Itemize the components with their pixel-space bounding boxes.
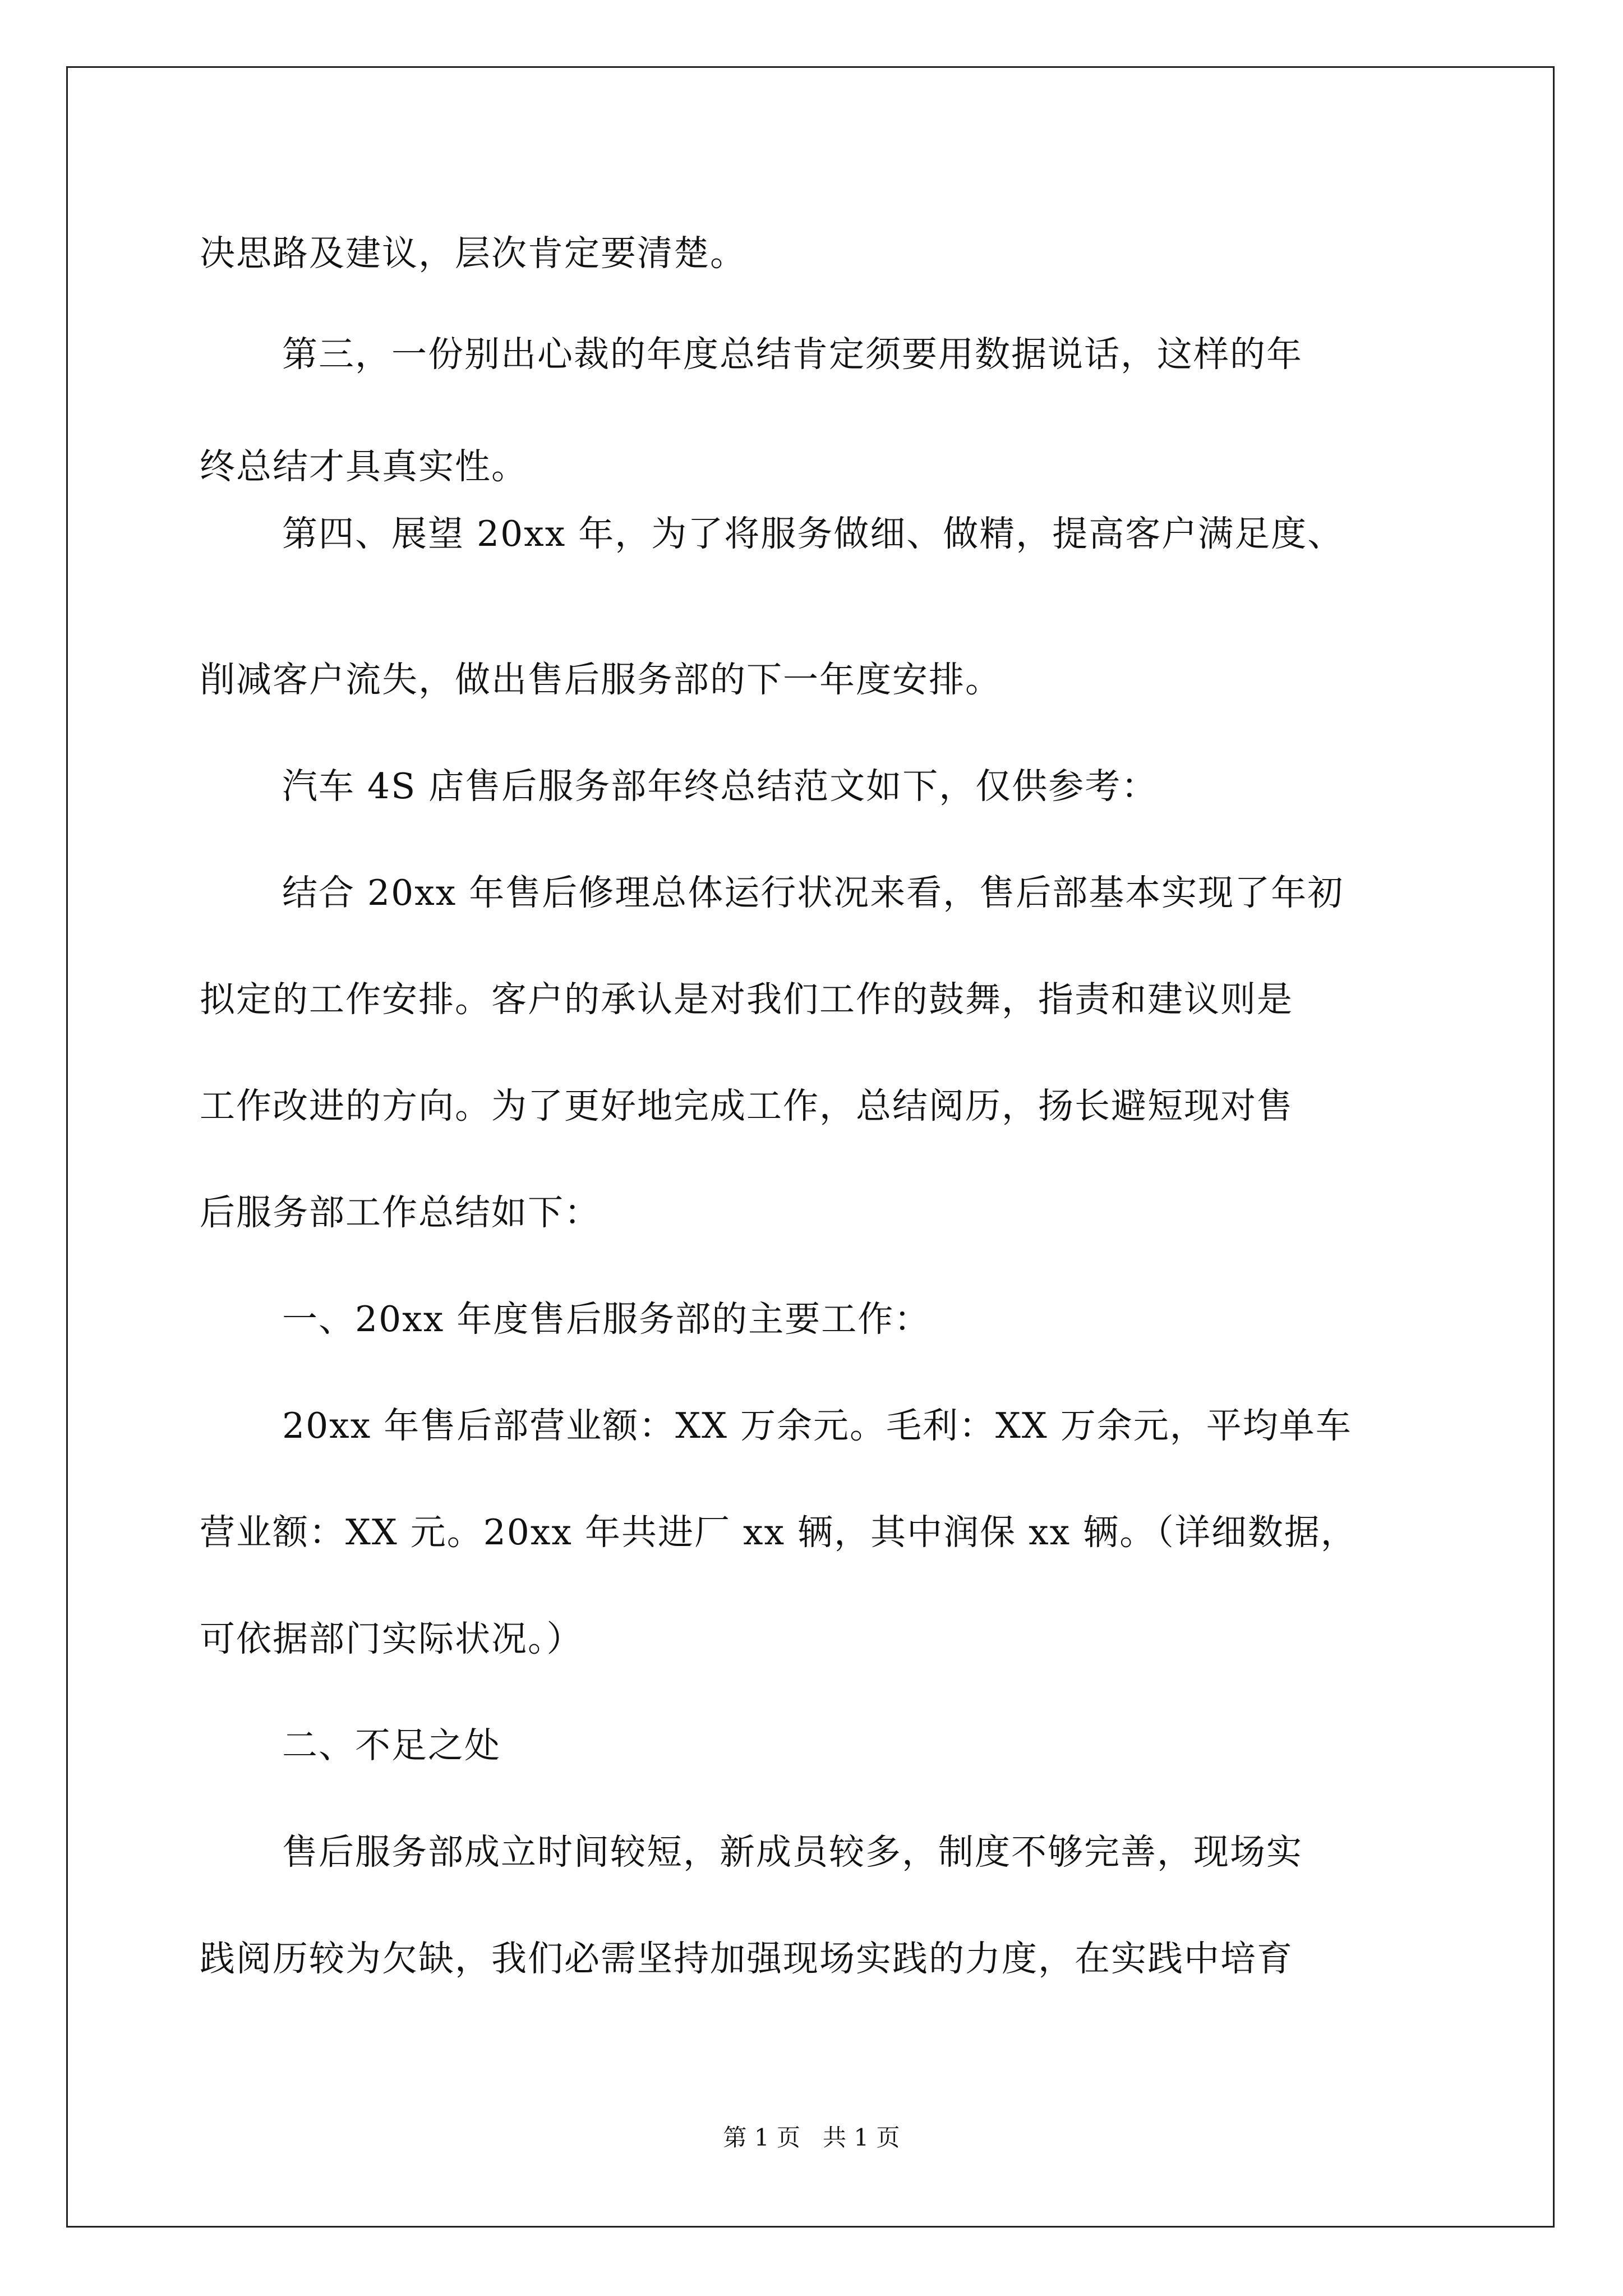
text-line: 决思路及建议，层次肯定要清楚。 <box>200 233 746 274</box>
text-line: 售后服务部成立时间较短，新成员较多，制度不够完善，现场实 <box>282 1832 1303 1872</box>
text-line: 第三，一份别出心裁的年度总结肯定须要用数据说话，这样的年 <box>282 334 1303 375</box>
page-footer: 第 1 页 共 1 页 <box>723 2124 900 2151</box>
text-line: 工作改进的方向。为了更好地完成工作，总结阅历，扬长避短现对售 <box>200 1085 1293 1126</box>
text-line: 汽车 4S 店售后服务部年终总结范文如下，仅供参考： <box>282 766 1158 807</box>
section-heading: 二、不足之处 <box>282 1725 501 1766</box>
text-line: 20xx 年售后部营业额：XX 万余元。毛利：XX 万余元，平均单车 <box>282 1405 1352 1446</box>
section-heading: 一、20xx 年度售后服务部的主要工作： <box>282 1299 931 1340</box>
text-line: 践阅历较为欠缺，我们必需坚持加强现场实践的力度，在实践中培育 <box>200 1938 1293 1979</box>
text-line: 第四、展望 20xx 年，为了将服务做细、做精，提高客户满足度、 <box>282 513 1344 554</box>
text-line: 可依据部门实际状况。） <box>200 1618 583 1659</box>
text-line: 结合 20xx 年售后修理总体运行状况来看，售后部基本实现了年初 <box>282 872 1344 913</box>
text-line: 削减客户流失，做出售后服务部的下一年度安排。 <box>200 659 1002 700</box>
page-border <box>66 66 1555 2228</box>
text-line: 拟定的工作安排。客户的承认是对我们工作的鼓舞，指责和建议则是 <box>200 979 1293 1020</box>
text-line: 营业额：XX 元。20xx 年共进厂 xx 辆，其中润保 xx 辆。（详细数据， <box>200 1512 1357 1553</box>
text-line: 后服务部工作总结如下： <box>200 1192 601 1233</box>
text-line: 终总结才具真实性。 <box>200 446 528 487</box>
